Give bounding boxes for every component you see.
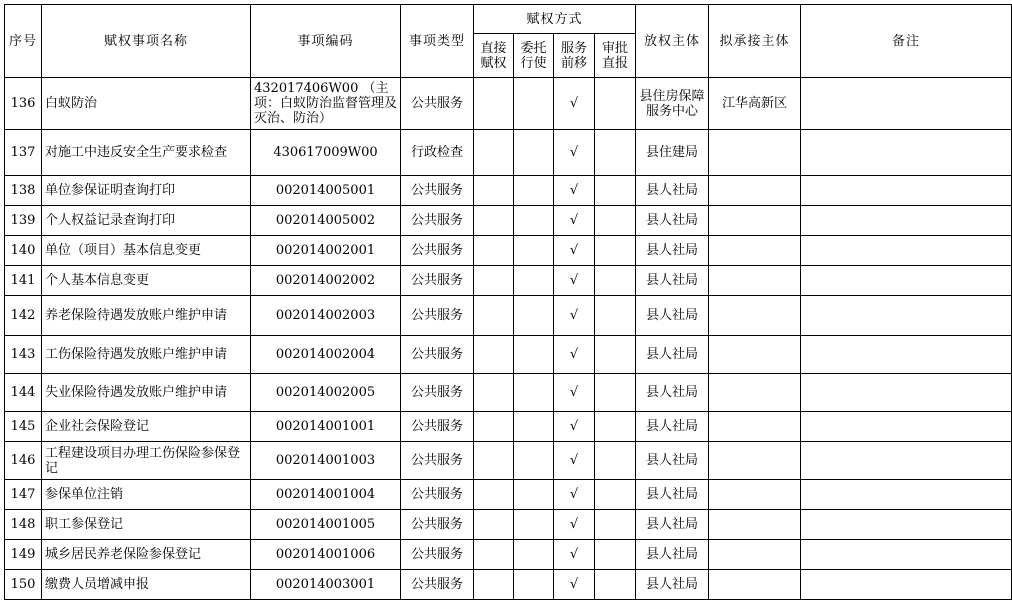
cell-seq: 142 (5, 296, 42, 336)
cell-mode-direct (474, 336, 514, 374)
cell-receiver (709, 480, 801, 510)
cell-code: 002014001004 (251, 480, 401, 510)
cell-code: 002014003001 (251, 570, 401, 600)
table-row (5, 236, 1012, 266)
cell-grantor: 县人社局 (636, 510, 709, 540)
cell-remarks (801, 510, 1012, 540)
cell-receiver (709, 176, 801, 206)
cell-mode-direct (474, 296, 514, 336)
cell-name: 缴费人员增减申报 (42, 570, 251, 600)
authorization-table (4, 4, 1012, 600)
cell-mode-report (595, 130, 636, 176)
cell-mode-delegate (514, 570, 554, 600)
cell-mode-service: √ (554, 480, 595, 510)
cell-mode-service: √ (554, 296, 595, 336)
cell-seq: 136 (5, 78, 42, 130)
cell-mode-delegate (514, 296, 554, 336)
cell-mode-report (595, 336, 636, 374)
cell-mode-service: √ (554, 176, 595, 206)
cell-mode-direct (474, 510, 514, 540)
cell-remarks (801, 412, 1012, 442)
cell-mode-service: √ (554, 336, 595, 374)
cell-code: 002014001006 (251, 540, 401, 570)
cell-code: 002014005002 (251, 206, 401, 236)
cell-mode-direct (474, 442, 514, 480)
cell-receiver (709, 236, 801, 266)
cell-grantor: 县人社局 (636, 540, 709, 570)
cell-mode-service: √ (554, 236, 595, 266)
cell-code: 432017406W00 （主项：白蚁防治监督管理及灭治、防治） (251, 78, 401, 130)
cell-name: 城乡居民养老保险参保登记 (42, 540, 251, 570)
cell-remarks (801, 296, 1012, 336)
table-row (5, 570, 1012, 600)
cell-type: 行政检查 (401, 130, 474, 176)
cell-code: 002014001003 (251, 442, 401, 480)
cell-name: 单位参保证明查询打印 (42, 176, 251, 206)
cell-grantor: 县人社局 (636, 296, 709, 336)
table-row (5, 336, 1012, 374)
cell-name: 养老保险待遇发放账户维护申请 (42, 296, 251, 336)
cell-name: 白蚁防治 (42, 78, 251, 130)
cell-code: 430617009W00 (251, 130, 401, 176)
cell-name: 单位（项目）基本信息变更 (42, 236, 251, 266)
cell-mode-delegate (514, 176, 554, 206)
cell-mode-service: √ (554, 130, 595, 176)
cell-mode-report (595, 442, 636, 480)
cell-mode-direct (474, 412, 514, 442)
cell-grantor: 县人社局 (636, 480, 709, 510)
cell-seq: 138 (5, 176, 42, 206)
cell-seq: 137 (5, 130, 42, 176)
cell-grantor: 县住房保障服务中心 (636, 78, 709, 130)
cell-mode-report (595, 176, 636, 206)
cell-seq: 141 (5, 266, 42, 296)
cell-mode-delegate (514, 336, 554, 374)
cell-remarks (801, 266, 1012, 296)
cell-mode-delegate (514, 480, 554, 510)
cell-mode-delegate (514, 412, 554, 442)
table-row (5, 266, 1012, 296)
cell-mode-direct (474, 78, 514, 130)
header-remarks: 备注 (801, 5, 1012, 78)
cell-remarks (801, 442, 1012, 480)
cell-remarks (801, 480, 1012, 510)
cell-mode-direct (474, 206, 514, 236)
table-row (5, 374, 1012, 412)
cell-type: 公共服务 (401, 266, 474, 296)
cell-remarks (801, 236, 1012, 266)
cell-code: 002014001001 (251, 412, 401, 442)
cell-mode-service: √ (554, 442, 595, 480)
cell-name: 个人权益记录查询打印 (42, 206, 251, 236)
cell-receiver (709, 374, 801, 412)
cell-receiver (709, 412, 801, 442)
cell-remarks (801, 78, 1012, 130)
cell-mode-direct (474, 570, 514, 600)
cell-mode-service: √ (554, 206, 595, 236)
cell-mode-delegate (514, 442, 554, 480)
cell-seq: 145 (5, 412, 42, 442)
cell-mode-report (595, 480, 636, 510)
cell-mode-report (595, 206, 636, 236)
cell-mode-direct (474, 540, 514, 570)
cell-remarks (801, 336, 1012, 374)
header-type: 事项类型 (401, 5, 474, 78)
header-code: 事项编码 (251, 5, 401, 78)
cell-name: 参保单位注销 (42, 480, 251, 510)
cell-receiver (709, 570, 801, 600)
cell-type: 公共服务 (401, 510, 474, 540)
cell-seq: 150 (5, 570, 42, 600)
cell-mode-service: √ (554, 266, 595, 296)
header-mode-direct: 直接赋权 (474, 34, 514, 78)
cell-seq: 148 (5, 510, 42, 540)
cell-grantor: 县住建局 (636, 130, 709, 176)
cell-grantor: 县人社局 (636, 206, 709, 236)
cell-type: 公共服务 (401, 540, 474, 570)
cell-name: 工程建设项目办理工伤保险参保登记 (42, 442, 251, 480)
cell-type: 公共服务 (401, 412, 474, 442)
header-receiver: 拟承接主体 (709, 5, 801, 78)
header-grantor: 放权主体 (636, 5, 709, 78)
cell-mode-direct (474, 236, 514, 266)
cell-mode-service: √ (554, 570, 595, 600)
table-body (5, 78, 1012, 600)
cell-remarks (801, 540, 1012, 570)
cell-remarks (801, 570, 1012, 600)
cell-receiver (709, 266, 801, 296)
cell-mode-report (595, 374, 636, 412)
cell-grantor: 县人社局 (636, 336, 709, 374)
cell-mode-service: √ (554, 510, 595, 540)
cell-mode-delegate (514, 206, 554, 236)
header-mode-report: 审批直报 (595, 34, 636, 78)
cell-mode-service: √ (554, 540, 595, 570)
header-mode-service: 服务前移 (554, 34, 595, 78)
cell-mode-direct (474, 374, 514, 412)
cell-grantor: 县人社局 (636, 236, 709, 266)
cell-mode-service: √ (554, 374, 595, 412)
cell-mode-delegate (514, 78, 554, 130)
cell-seq: 149 (5, 540, 42, 570)
cell-grantor: 县人社局 (636, 374, 709, 412)
cell-mode-report (595, 412, 636, 442)
cell-type: 公共服务 (401, 296, 474, 336)
cell-mode-delegate (514, 540, 554, 570)
cell-name: 对施工中违反安全生产要求检查 (42, 130, 251, 176)
cell-seq: 146 (5, 442, 42, 480)
cell-seq: 139 (5, 206, 42, 236)
cell-seq: 143 (5, 336, 42, 374)
cell-receiver (709, 336, 801, 374)
cell-type: 公共服务 (401, 480, 474, 510)
table-row (5, 78, 1012, 130)
cell-grantor: 县人社局 (636, 570, 709, 600)
cell-name: 个人基本信息变更 (42, 266, 251, 296)
cell-grantor: 县人社局 (636, 266, 709, 296)
cell-grantor: 县人社局 (636, 176, 709, 206)
cell-name: 职工参保登记 (42, 510, 251, 540)
cell-mode-service: √ (554, 412, 595, 442)
cell-type: 公共服务 (401, 442, 474, 480)
cell-type: 公共服务 (401, 78, 474, 130)
cell-code: 002014002005 (251, 374, 401, 412)
table-row (5, 412, 1012, 442)
cell-code: 002014001005 (251, 510, 401, 540)
cell-mode-delegate (514, 266, 554, 296)
cell-code: 002014005001 (251, 176, 401, 206)
cell-mode-report (595, 266, 636, 296)
cell-name: 失业保险待遇发放账户维护申请 (42, 374, 251, 412)
cell-code: 002014002001 (251, 236, 401, 266)
cell-type: 公共服务 (401, 206, 474, 236)
table-header (5, 5, 1012, 78)
cell-grantor: 县人社局 (636, 442, 709, 480)
table-row (5, 480, 1012, 510)
table-row (5, 176, 1012, 206)
cell-mode-delegate (514, 510, 554, 540)
cell-receiver (709, 130, 801, 176)
cell-receiver (709, 296, 801, 336)
cell-name: 企业社会保险登记 (42, 412, 251, 442)
table-row (5, 442, 1012, 480)
table-row (5, 206, 1012, 236)
cell-mode-report (595, 510, 636, 540)
cell-mode-report (595, 78, 636, 130)
cell-receiver (709, 540, 801, 570)
header-mode-group: 赋权方式 (474, 5, 636, 34)
cell-type: 公共服务 (401, 374, 474, 412)
cell-remarks (801, 176, 1012, 206)
header-mode-delegate: 委托行使 (514, 34, 554, 78)
cell-code: 002014002002 (251, 266, 401, 296)
table-row (5, 540, 1012, 570)
cell-receiver: 江华高新区 (709, 78, 801, 130)
header-seq: 序号 (5, 5, 42, 78)
cell-receiver (709, 206, 801, 236)
cell-mode-delegate (514, 130, 554, 176)
cell-type: 公共服务 (401, 176, 474, 206)
cell-seq: 140 (5, 236, 42, 266)
cell-code: 002014002004 (251, 336, 401, 374)
cell-type: 公共服务 (401, 336, 474, 374)
table-row (5, 130, 1012, 176)
cell-seq: 147 (5, 480, 42, 510)
cell-mode-direct (474, 176, 514, 206)
cell-mode-delegate (514, 374, 554, 412)
cell-mode-service: √ (554, 78, 595, 130)
cell-remarks (801, 206, 1012, 236)
cell-mode-direct (474, 130, 514, 176)
cell-mode-report (595, 540, 636, 570)
cell-receiver (709, 442, 801, 480)
cell-name: 工伤保险待遇发放账户维护申请 (42, 336, 251, 374)
cell-remarks (801, 374, 1012, 412)
cell-mode-report (595, 296, 636, 336)
cell-mode-direct (474, 480, 514, 510)
cell-type: 公共服务 (401, 570, 474, 600)
cell-remarks (801, 130, 1012, 176)
cell-mode-direct (474, 266, 514, 296)
table-row (5, 296, 1012, 336)
cell-seq: 144 (5, 374, 42, 412)
cell-mode-delegate (514, 236, 554, 266)
cell-type: 公共服务 (401, 236, 474, 266)
header-name: 赋权事项名称 (42, 5, 251, 78)
cell-receiver (709, 510, 801, 540)
cell-mode-report (595, 236, 636, 266)
table-row (5, 510, 1012, 540)
cell-grantor: 县人社局 (636, 412, 709, 442)
cell-mode-report (595, 570, 636, 600)
cell-code: 002014002003 (251, 296, 401, 336)
